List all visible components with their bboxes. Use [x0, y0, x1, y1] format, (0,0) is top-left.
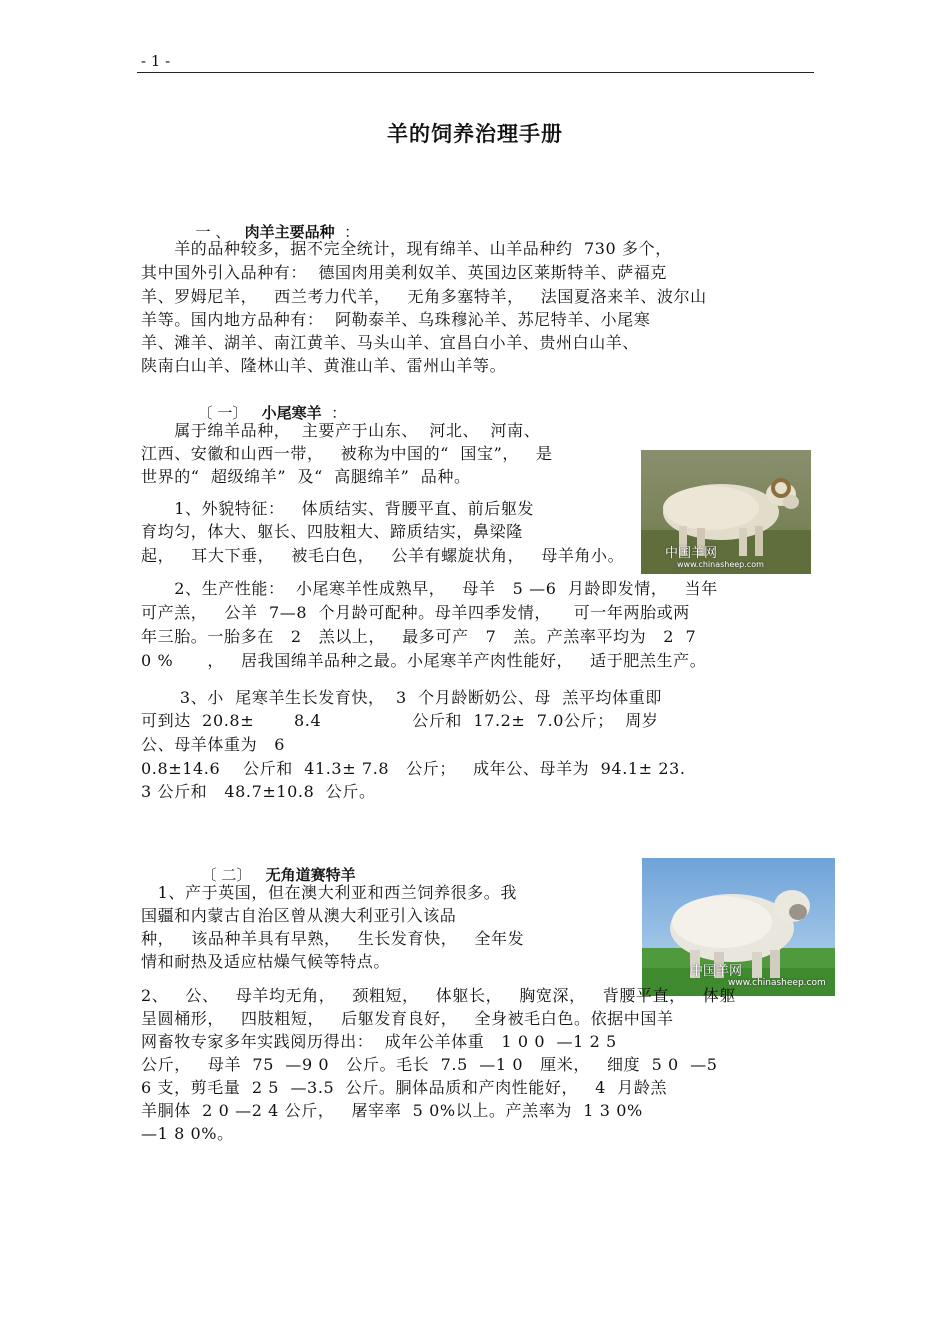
text-line: 种， 该品种羊具有早熟， 生长发育快， 全年发: [141, 929, 525, 948]
sheep-photo-poll-dorset: [642, 858, 835, 996]
text-line: 羊、罗姆尼羊， 西兰考力代羊， 无角多塞特羊， 法国夏洛来羊、波尔山: [141, 287, 707, 306]
section-number: 一 、: [195, 223, 231, 241]
text-line: 其中国外引入品种有： 德国肉用美利奴羊、英国边区莱斯特羊、萨福克: [141, 263, 667, 282]
document-title: 羊的饲养治理手册: [387, 122, 563, 146]
sheep-photo-small-tail-han: [641, 450, 811, 574]
subsection-colon: ：: [331, 404, 347, 422]
section-colon: ：: [344, 223, 360, 241]
subsection-title: 小尾寒羊: [261, 404, 322, 422]
text-line: 网畜牧专家多年实践阅历得出： 成年公羊体重 1 0 0 —1 2 5: [141, 1032, 617, 1051]
text-line: 3、小 尾寒羊生长发育快， 3 个月龄断奶公、母 羔平均体重即: [141, 688, 662, 707]
photo-watermark: 中国羊网: [665, 546, 718, 561]
photo-watermark-url: www.chinasheep.com: [677, 560, 764, 569]
text-line: 起， 耳大下垂， 被毛白色， 公羊有螺旋状角， 母羊角小。: [141, 546, 625, 565]
text-line: 1、产于英国，但在澳大利亚和西兰饲养很多。我: [141, 883, 517, 902]
subsection-title: 无角道赛特羊: [265, 866, 356, 884]
text-line: —1 8 0%。: [141, 1124, 234, 1143]
subsection-number: 〔 二〕: [201, 866, 252, 884]
text-line: 可到达 20.8± 8.4 公斤和 17.2± 7.0公斤； 周岁: [141, 711, 659, 730]
header-rule: [137, 72, 814, 73]
photo-watermark-url: www.chinasheep.com: [728, 978, 826, 988]
text-line: 情和耐热及适应枯燥气候等特点。: [141, 952, 391, 971]
text-line: 世界的“ 超级绵羊” 及“ 高腿绵羊” 品种。: [141, 467, 471, 486]
text-line: 0 % ， 居我国绵羊品种之最。小尾寒羊产肉性能好， 适于肥羔生产。: [141, 651, 707, 670]
text-line: 国疆和内蒙古自治区曾从澳大利亚引入该品: [141, 906, 457, 925]
text-line: 陕南白山羊、隆林山羊、黄淮山羊、雷州山羊等。: [141, 356, 507, 375]
photo-watermark: 中国羊网: [690, 964, 743, 979]
text-line: 2、 公、 母羊均无角， 颈粗短， 体躯长， 胸宽深， 背腰平直， 体躯: [141, 986, 736, 1005]
text-line: 羊的品种较多，据不完全统计，现有绵羊、山羊品种约 730 多个，: [141, 239, 672, 258]
text-line: 羊等。国内地方品种有： 阿勒泰羊、乌珠穆沁羊、苏尼特羊、小尾寒: [141, 310, 651, 329]
text-line: 属于绵羊品种， 主要产于山东、 河北、 河南、: [141, 421, 541, 440]
text-line: 公斤， 母羊 75 —9 0 公斤。毛长 7.5 —1 0 厘米， 细度 5 0 —5: [141, 1055, 718, 1074]
text-line: 育均匀，体大、躯长、四肢粗大、蹄质结实，鼻梁隆: [141, 522, 523, 541]
text-line: 0.8±14.6 公斤和 41.3± 7.8 公斤； 成年公、母羊为 94.1± 23.: [141, 759, 686, 778]
page-number: - 1 -: [141, 52, 171, 70]
text-line: 羊、滩羊、湖羊、南江黄羊、马头山羊、宜昌白小羊、贵州白山羊、: [141, 333, 640, 352]
section-title: 肉羊主要品种: [244, 223, 335, 241]
text-line: 呈圆桶形， 四肢粗短， 后躯发育良好， 全身被毛白色。依据中国羊: [141, 1009, 674, 1028]
text-line: 3 公斤和 48.7±10.8 公斤。: [141, 782, 376, 801]
text-line: 1、外貌特征： 体质结实、背腰平直、前后躯发: [141, 499, 535, 518]
text-line: 羊胴体 2 0 —2 4 公斤， 屠宰率 5 0%以上。产羔率为 1 3 0%: [141, 1101, 643, 1120]
text-line: 年三胎。一胎多在 2 羔以上， 最多可产 7 羔。产羔率平均为 2 7: [141, 627, 697, 646]
text-line: 公、母羊体重为 6: [141, 735, 286, 754]
text-line: 可产羔， 公羊 7—8 个月龄可配种。母羊四季发情， 可一年两胎或两: [141, 603, 690, 622]
text-line: 2、生产性能： 小尾寒羊性成熟早， 母羊 5 —6 月龄即发情， 当年: [141, 579, 718, 598]
text-line: 6 支，剪毛量 2 5 —3.5 公斤。胴体品质和产肉性能好， 4 月龄羔: [141, 1078, 668, 1097]
subsection-number: 〔 一〕: [197, 404, 248, 422]
text-line: 江西、安徽和山西一带， 被称为中国的“ 国宝”， 是: [141, 444, 553, 463]
